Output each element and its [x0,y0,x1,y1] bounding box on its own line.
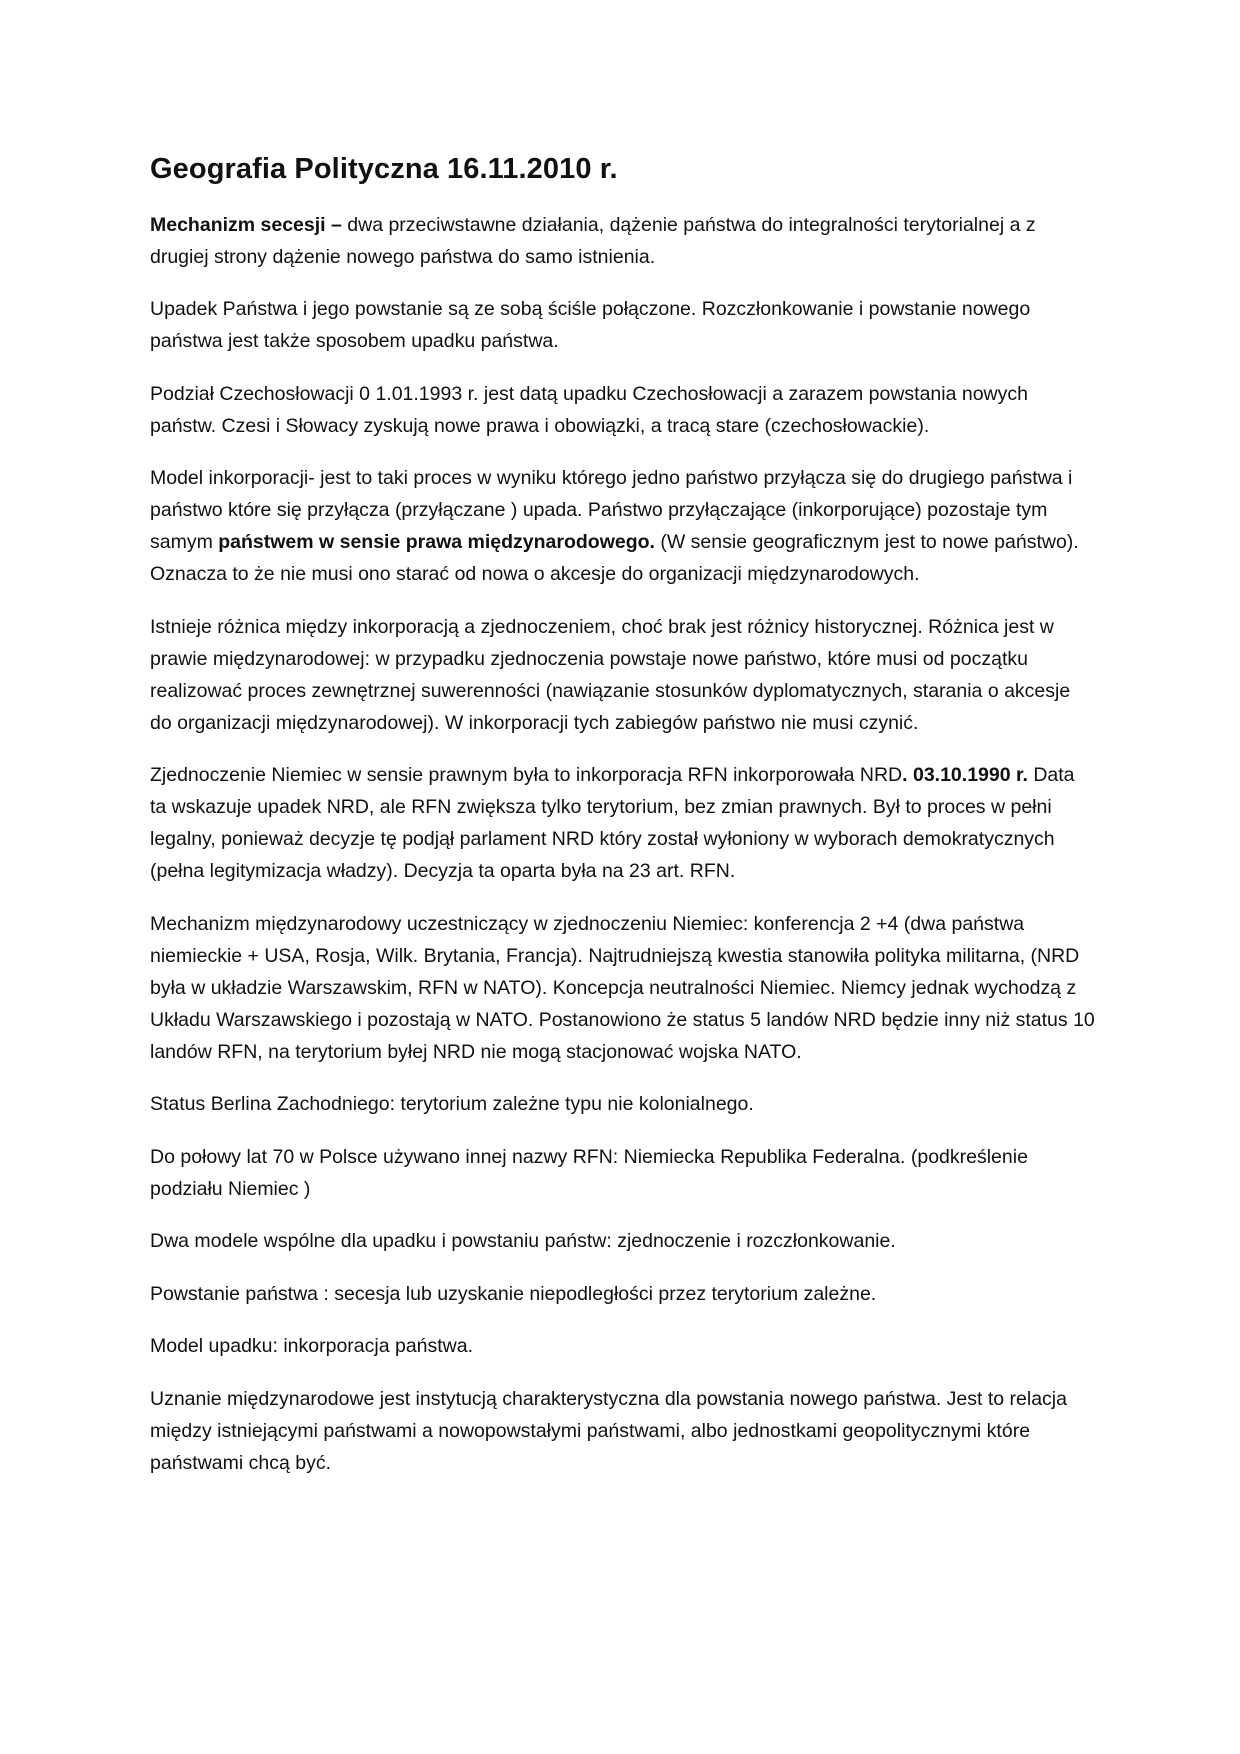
paragraph-text: dwa przeciwstawne działania, dążenie państwa do integralności terytorialnej a z drugiej strony dążenie nowego państwa do samo istnienia. [150,213,1036,268]
paragraph-state-formation: Powstanie państwa : secesja lub uzyskanie niepodległości przez terytorium zależne. [150,1282,877,1305]
paragraph-rfn-name: Do połowy lat 70 w Polsce używano innej nazwy RFN: Niemiecka Republika Federalna. (podkreślenie podziału Niemiec ) [150,1145,1028,1200]
paragraph-state-collapse: Upadek Państwa i jego powstanie są ze sobą ściśle połączone. Rozczłonkowanie i powstanie nowego państwa jest także sposobem upadku państwa. [150,298,1031,353]
paragraph-german-unification [150,759,1095,887]
paragraph-text: (W sensie geograficznym jest to nowe państwo). Oznacza to że nie musi ono starać od nowa o akcesje do organizacji międzynarodowych. [150,531,1079,586]
paragraph-text: Zjednoczenie Niemiec w sensie prawnym była to inkorporacja RFN inkorporowała NRD [150,764,903,787]
paragraph-text: Data ta wskazuje upadek NRD, ale RFN zwiększa tylko terytorium, bez zmian prawnych. Był to proces w pełni legalny, ponieważ decyzje tę podjął parlament NRD który został wyłoniony w wyborach demokratycznych (pełna legitymizacja władzy). Decyzja ta oparta była na 23 art. RFN. [150,764,1075,883]
bold-phrase: państwem w sensie prawa międzynarodowego. [218,531,655,554]
paragraph-west-berlin: Status Berlina Zachodniego: terytorium zależne typu nie kolonialnego. [150,1093,754,1116]
document-page [150,152,1095,1499]
term-secession: Mechanizm secesji – [150,213,342,236]
paragraph-text: Model inkorporacji- jest to taki proces w wyniku którego jedno państwo przyłącza się do drugiego państwa i państwo które się przyłącza (przyłączane ) upada. Państwo przyłączające (inkorporujące) pozostaje tym samym [150,467,1073,554]
paragraph-international-recognition: Uznanie międzynarodowe jest instytucją charakterystyczna dla powstania nowego państwa. Jest to relacja między istniejącymi państwami a nowopowstałymi państwami, albo jednostkami geopolitycznymi które państwami chcą być. [150,1387,1067,1474]
paragraph-secession [150,209,1095,273]
paragraph-incorporation-vs-unification: Istnieje różnica między inkorporacją a zjednoczeniem, choć brak jest różnicy historycznej. Różnica jest w prawie międzynarodowej: w przypadku zjednoczenia powstaje nowe państwo, które musi od początku realizować proces zewnętrznej suwerenności (nawiązanie stosunków dyplomatycznych, starania o akcesje do organizacji międzynarodowej). W inkorporacji tych zabiegów państwo nie musi czynić. [150,615,1071,734]
paragraph-czechoslovakia: Podział Czechosłowacji 0 1.01.1993 r. jest datą upadku Czechosłowacji a zarazem powstania nowych państw. Czesi i Słowacy zyskują nowe prawa i obowiązki, a tracą stare (czechosłowackie). [150,382,1028,437]
paragraph-international-mechanism: Mechanizm międzynarodowy uczestniczący w zjednoczeniu Niemiec: konferencja 2 +4 (dwa państwa niemieckie + USA, Rosja, Wilk. Brytania, Francja). Najtrudniejszą kwestia stanowiła polityka militarna, (NRD była w układzie Warszawskim, RFN w NATO). Koncepcja neutralności Niemiec. Niemcy jednak wychodzą z Układu Warszawskiego i pozostają w NATO. Postanowiono że status 5 landów NRD będzie inny niż status 10 landów RFN, na terytorium byłej NRD nie mogą stacjonować wojska NATO. [150,912,1095,1063]
paragraph-collapse-model: Model upadku: inkorporacja państwa. [150,1335,474,1358]
bold-date: . 03.10.1990 r. [902,764,1028,787]
document-title: Geografia Polityczna 16.11.2010 r. [150,153,618,185]
paragraph-incorporation-model [150,462,1095,590]
paragraph-two-models: Dwa modele wspólne dla upadku i powstaniu państw: zjednoczenie i rozczłonkowanie. [150,1230,896,1253]
